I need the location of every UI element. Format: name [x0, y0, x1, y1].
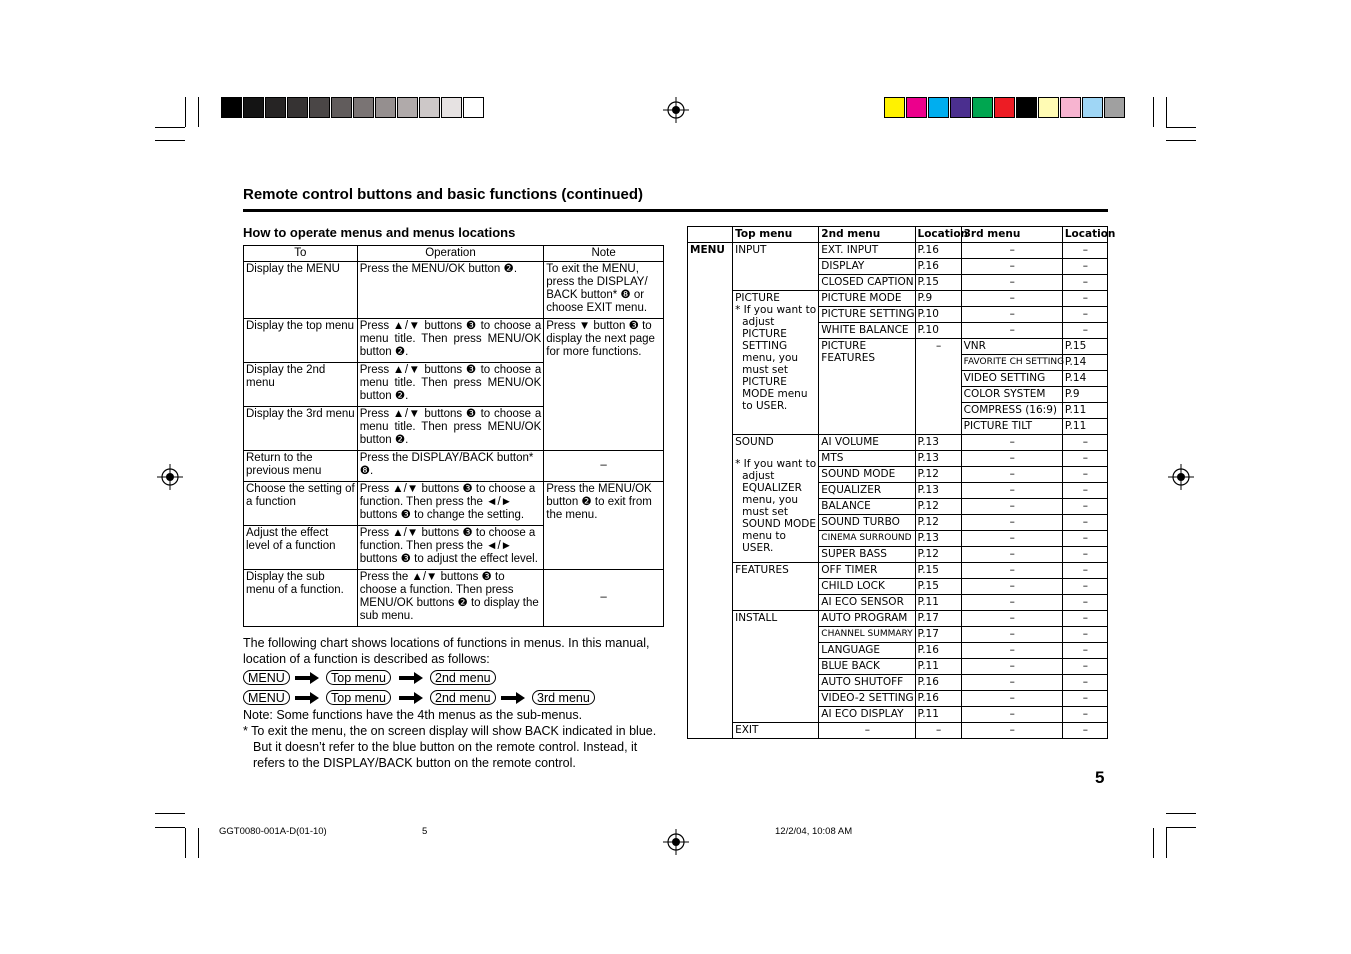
color-swatch: [287, 97, 308, 118]
cell-note: Press ▼ button ❸ to display the next page for more functions.: [544, 319, 664, 451]
table-row: FEATURES OFF TIMER P.15 – –: [688, 563, 1108, 579]
registration-mark-icon: [1168, 464, 1194, 490]
cell-operation: Press ▲/▼ buttons ❸ to choose a menu title. Then press MENU/OK button ❷.: [357, 319, 544, 363]
table-row: LANGUAGE P.16 – –: [688, 643, 1108, 659]
color-swatch: [972, 97, 993, 118]
color-swatch: [375, 97, 396, 118]
table-row: AI ECO DISPLAY P.11 – –: [688, 707, 1108, 723]
table-row: [244, 451, 664, 482]
table-row: BLUE BACK P.11 – –: [688, 659, 1108, 675]
top-menu-input: INPUT: [733, 243, 819, 291]
intro-paragraph: The following chart shows locations of functions in menus. In this manual, location of a function is described as follows:: [243, 636, 650, 666]
top-menu-sound: SOUND * If you want to adjust EQUALIZER menu, you must set SOUND MODE menu to USER.: [733, 435, 819, 563]
column-header: Location: [1062, 227, 1107, 243]
table-row: SOUND TURBO P.12 – –: [688, 515, 1108, 531]
table-row: EXIT – – – –: [688, 723, 1108, 739]
operations-table: [243, 245, 664, 627]
cell-to: Adjust the effect level of a function: [244, 526, 358, 570]
flow-step: Top menu: [326, 670, 391, 685]
arrow-right-icon: [295, 692, 319, 704]
table-row: CINEMA SURROUND P.13 – –: [688, 531, 1108, 547]
arrow-right-icon: [501, 692, 525, 704]
table-row: [244, 570, 664, 627]
table-row: CHILD LOCK P.15 – –: [688, 579, 1108, 595]
footer-timestamp: 12/2/04, 10:08 AM: [775, 826, 853, 837]
color-swatch: [397, 97, 418, 118]
cell-to: Display the 2nd menu: [244, 363, 358, 407]
table-row: PICTURE TILT P.11: [688, 419, 1108, 435]
footnote: * To exit the menu, the on screen display will show BACK indicated in blue. But it doesn’t refer to the blue button on the remote control. Instead, it refers to the DISPLAY/BACK button on the remote control.: [243, 724, 657, 770]
color-swatch: [331, 97, 352, 118]
column-header: Top menu: [733, 227, 819, 243]
footer-page: 5: [422, 826, 428, 837]
cell-note: –: [544, 570, 664, 627]
menu-label: MENU: [688, 243, 733, 739]
cell-note: To exit the MENU, press the DISPLAY/ BACK button* ❽ or choose EXIT menu.: [544, 262, 664, 319]
table-row: WHITE BALANCE P.10 – –: [688, 323, 1108, 339]
table-row: DISPLAY P.16 – –: [688, 259, 1108, 275]
color-swatch: [353, 97, 374, 118]
table-row: PICTURE * If you want to adjust PICTURE SETTING menu, you must set PICTURE MODE menu to USER. PICTURE MODE P.9 – –: [688, 291, 1108, 307]
table-row: SOUND * If you want to adjust EQUALIZER menu, you must set SOUND MODE menu to USER. AI VOLUME P.13 – –: [688, 435, 1108, 451]
color-swatch: [463, 97, 484, 118]
flow-step: 3rd menu: [532, 690, 595, 705]
footer-doc-id: GGT0080-001A-D(01-10): [219, 826, 327, 837]
table-row: AUTO SHUTOFF P.16 – –: [688, 675, 1108, 691]
page-number: 5: [1095, 768, 1105, 787]
table-row: EQUALIZER P.13 – –: [688, 483, 1108, 499]
flow-step: 2nd menu: [430, 690, 496, 705]
table-row: COLOR SYSTEM P.9: [688, 387, 1108, 403]
column-header: To: [244, 246, 358, 262]
color-swatch: [950, 97, 971, 118]
table-row: COMPRESS (16:9) P.11: [688, 403, 1108, 419]
flow-step: Top menu: [326, 690, 391, 705]
table-row: VIDEO SETTING P.14: [688, 371, 1108, 387]
title-rule: [243, 209, 1108, 212]
arrow-right-icon: [399, 672, 423, 684]
color-swatch: [906, 97, 927, 118]
table-row: PICTURE SETTING P.10 – –: [688, 307, 1108, 323]
cell-to: Display the 3rd menu: [244, 407, 358, 451]
table-header-row: [244, 246, 664, 262]
column-header: Location: [915, 227, 961, 243]
table-row: VIDEO-2 SETTING P.16 – –: [688, 691, 1108, 707]
menu-locations-table: [687, 226, 1116, 739]
color-swatch: [994, 97, 1015, 118]
table-row: [244, 262, 664, 319]
table-row: [244, 319, 664, 363]
picture-features: PICTURE FEATURES: [819, 339, 915, 435]
cell-to: Return to the previous menu: [244, 451, 358, 482]
color-swatch: [243, 97, 264, 118]
color-swatch: [1016, 97, 1037, 118]
cell-to: Display the top menu: [244, 319, 358, 363]
column-header: Operation: [357, 246, 544, 262]
table-row: [244, 482, 664, 526]
page-title: Remote control buttons and basic functions (continued): [243, 186, 643, 203]
cell-operation: Press ▲/▼ buttons ❸ to choose a menu title. Then press MENU/OK button ❷.: [357, 407, 544, 451]
color-swatch: [309, 97, 330, 118]
cell-operation: Press ▲/▼ buttons ❸ to choose a function. Then press the ◄/► buttons ❸ to adjust the effect level.: [357, 526, 544, 570]
column-header: 3rd menu: [961, 227, 1062, 243]
cell-operation: Press ▲/▼ buttons ❸ to choose a function. Then press the ◄/► buttons ❸ to change the setting.: [357, 482, 544, 526]
color-swatch: [265, 97, 286, 118]
flow-step: 2nd menu: [430, 670, 496, 685]
registration-mark-icon: [663, 97, 689, 123]
cell-operation: Press the MENU/OK button ❷.: [357, 262, 544, 319]
color-swatch: [441, 97, 462, 118]
top-menu-features: FEATURES: [733, 563, 819, 611]
table-row: AI ECO SENSOR P.11 – –: [688, 595, 1108, 611]
color-swatch: [1104, 97, 1125, 118]
arrow-right-icon: [295, 672, 319, 684]
top-menu-install: INSTALL: [733, 611, 819, 723]
cell-operation: Press ▲/▼ buttons ❸ to choose a menu title. Then press MENU/OK button ❷.: [357, 363, 544, 407]
color-swatch: [221, 97, 242, 118]
flow-step: MENU: [243, 690, 290, 705]
table-row: PICTURE FEATURES – VNR P.15: [688, 339, 1108, 355]
table-row: SUPER BASS P.12 – –: [688, 547, 1108, 563]
color-swatch: [419, 97, 440, 118]
color-swatch: [928, 97, 949, 118]
registration-mark-icon: [663, 829, 689, 855]
top-menu-exit: EXIT: [733, 723, 819, 739]
cell-note: Press the MENU/OK button ❷ to exit from the menu.: [544, 482, 664, 570]
table-row: MENU INPUT EXT. INPUT P.16 – –: [688, 243, 1108, 259]
table-row: SOUND MODE P.12 – –: [688, 467, 1108, 483]
note-line: Note: Some functions have the 4th menus as the sub-menus.: [243, 708, 583, 722]
color-swatch: [884, 97, 905, 118]
table-header-row: [688, 227, 1108, 243]
flow-step: MENU: [243, 670, 290, 685]
cell-to: Choose the setting of a function: [244, 482, 358, 526]
table-row: CHANNEL SUMMARY P.17 – –: [688, 627, 1108, 643]
registration-mark-icon: [157, 464, 183, 490]
cell-operation: Press the ▲/▼ buttons ❸ to choose a function. Then press MENU/OK buttons ❷ to display the sub menu.: [357, 570, 544, 627]
table-row: CLOSED CAPTION P.15 – –: [688, 275, 1108, 291]
cell-to: Display the sub menu of a function.: [244, 570, 358, 627]
table-row: MTS P.13 – –: [688, 451, 1108, 467]
color-swatch: [1082, 97, 1103, 118]
color-swatch: [1060, 97, 1081, 118]
cell-operation: Press the DISPLAY/BACK button* ❽.: [357, 451, 544, 482]
arrow-right-icon: [399, 692, 423, 704]
table-row: INSTALL AUTO PROGRAM P.17 – –: [688, 611, 1108, 627]
cell-to: Display the MENU: [244, 262, 358, 319]
section-title: How to operate menus and menus locations: [243, 225, 516, 240]
color-swatch: [1038, 97, 1059, 118]
column-header: 2nd menu: [819, 227, 915, 243]
table-row: BALANCE P.12 – –: [688, 499, 1108, 515]
table-row: FAVORITE CH SETTING P.14: [688, 355, 1108, 371]
cell-note: –: [544, 451, 664, 482]
column-header: Note: [544, 246, 664, 262]
top-menu-picture: PICTURE * If you want to adjust PICTURE SETTING menu, you must set PICTURE MODE menu to USER.: [733, 291, 819, 435]
